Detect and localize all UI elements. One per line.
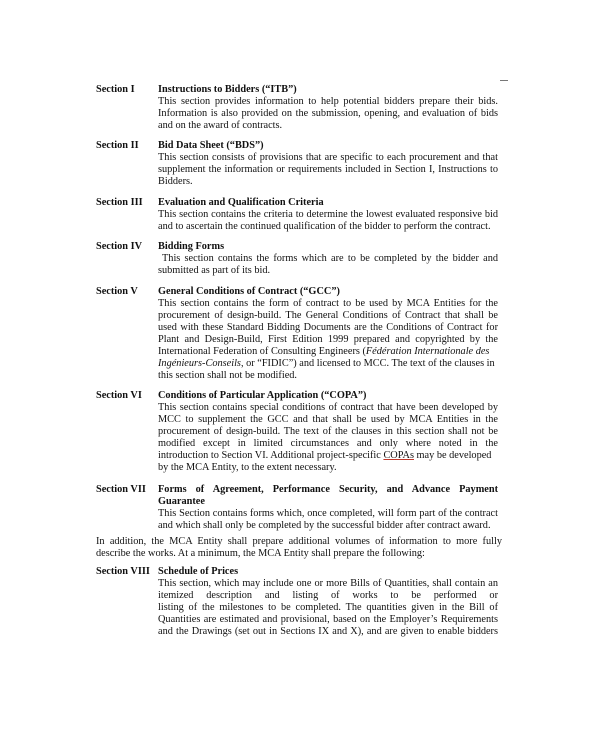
section-text-line: itemized description and listing of works to be performed or [158,590,498,601]
section-label: Section VIII [96,566,150,577]
section-text-line [158,358,498,370]
section-text-line: This section contains special conditions of contract that have been developed by [158,402,498,413]
section-title: Evaluation and Qualification Criteria [158,197,324,208]
section-text-line: by the MCA Entity, to the extent necessary. [158,462,337,473]
italic-text: Fédération Internationale des [365,346,490,357]
section-title: Bidding Forms [158,241,225,252]
section-text-line: Plant and Design-Build, First Edition 1999 prepared and copyrighted by the [158,334,498,345]
section-text-line: used with these Standard Bidding Documents are the Conditions of Contract for [158,322,498,333]
section-text-line: This section, which may include one or more Bills of Quantities, shall contain an [158,578,498,589]
section-text-line: This section contains the form of contract to be used by MCA Entities for the [158,298,498,309]
section-text-line: submitted as part of its bid. [158,265,271,276]
text-span: , or “FIDIC”) and licensed to MCC. The text of the clauses in [240,358,495,369]
section-text-line: and the Drawings (set out in Sections IX and X), and are given to enable bidders [158,626,498,637]
section-text-line: supplement the information or requirements included in Section I, Instructions to [158,164,498,175]
section-label: Section II [96,140,139,151]
paragraph-line: In addition, the MCA Entity shall prepare additional volumes of information to more fully [96,536,502,547]
section-text-line [158,346,498,358]
text-span: may be developed [413,450,492,461]
section-title: Instructions to Bidders (“ITB”) [158,84,297,95]
section-text-line: and which shall only be completed by the successful bidder after contract award. [158,520,491,531]
section-text-line: This section consists of provisions that are specific to each procurement and that [158,152,498,163]
section-text-line: procurement of design-build. The General Conditions of Contract that shall be [158,310,498,321]
section-title: General Conditions of Contract (“GCC”) [158,286,340,297]
section-label: Section I [96,84,135,95]
intro-paragraph [96,536,502,560]
section-label: Section VI [96,390,142,401]
section-text-line: and to ascertain the continued qualification of the bidder to perform the contract. [158,221,491,232]
section-label: Section V [96,286,138,297]
page-corner-mark [500,80,508,81]
section-text-line: Information is also provided on the submission, opening, and evaluation of bids [158,108,498,119]
section-text-line: This section contains the criteria to determine the lowest evaluated responsive bid [158,209,498,220]
section-text-line: This section provides information to help potential bidders prepare their bids. [158,96,498,107]
section-text-line: listing of the milestones to be completed. The quantities given in the Bill of [158,602,498,613]
text-span: International Federation of Consulting Engineers ( [158,346,366,357]
section-text-line: This section contains the forms which are to be completed by the bidder and [162,253,498,264]
section-label: Section III [96,197,143,208]
spellcheck-underlined-word: COPAs [383,450,414,461]
paragraph-line: describe the works. At a minimum, the MCA Entity shall prepare the following: [96,548,425,559]
section-title: Schedule of Prices [158,566,239,577]
section-text-line: modified except in limited circumstances and only where noted in the [158,438,498,449]
text-span: introduction to Section VI. Additional project-specific [158,450,384,461]
italic-text: Ingénieurs-Conseils [158,358,241,369]
section-text-line [158,450,498,462]
section-label: Section IV [96,241,143,252]
section-text-line: Quantities are estimated and provisional, based on the Employer’s Requirements [158,614,498,625]
section-text-line: MCC to supplement the GCC and that shall be used by MCA Entities in the [158,414,498,425]
section-title: Bid Data Sheet (“BDS”) [158,140,264,151]
section-text-line: this section shall not be modified. [158,370,297,381]
section-text-line: Bidders. [158,176,193,187]
section-title: Forms of Agreement, Performance Security, and Advance Payment Guarantee [158,484,498,507]
section-text-line: procurement of design-build. The text of the clauses in this section shall not be [158,426,498,437]
section-text-line: This Section contains forms which, once completed, will form part of the contract [158,508,498,519]
section-title: Conditions of Particular Application (“COPA”) [158,390,367,401]
section-label: Section VII [96,484,146,495]
section-text-line: and on the award of contracts. [158,120,283,131]
